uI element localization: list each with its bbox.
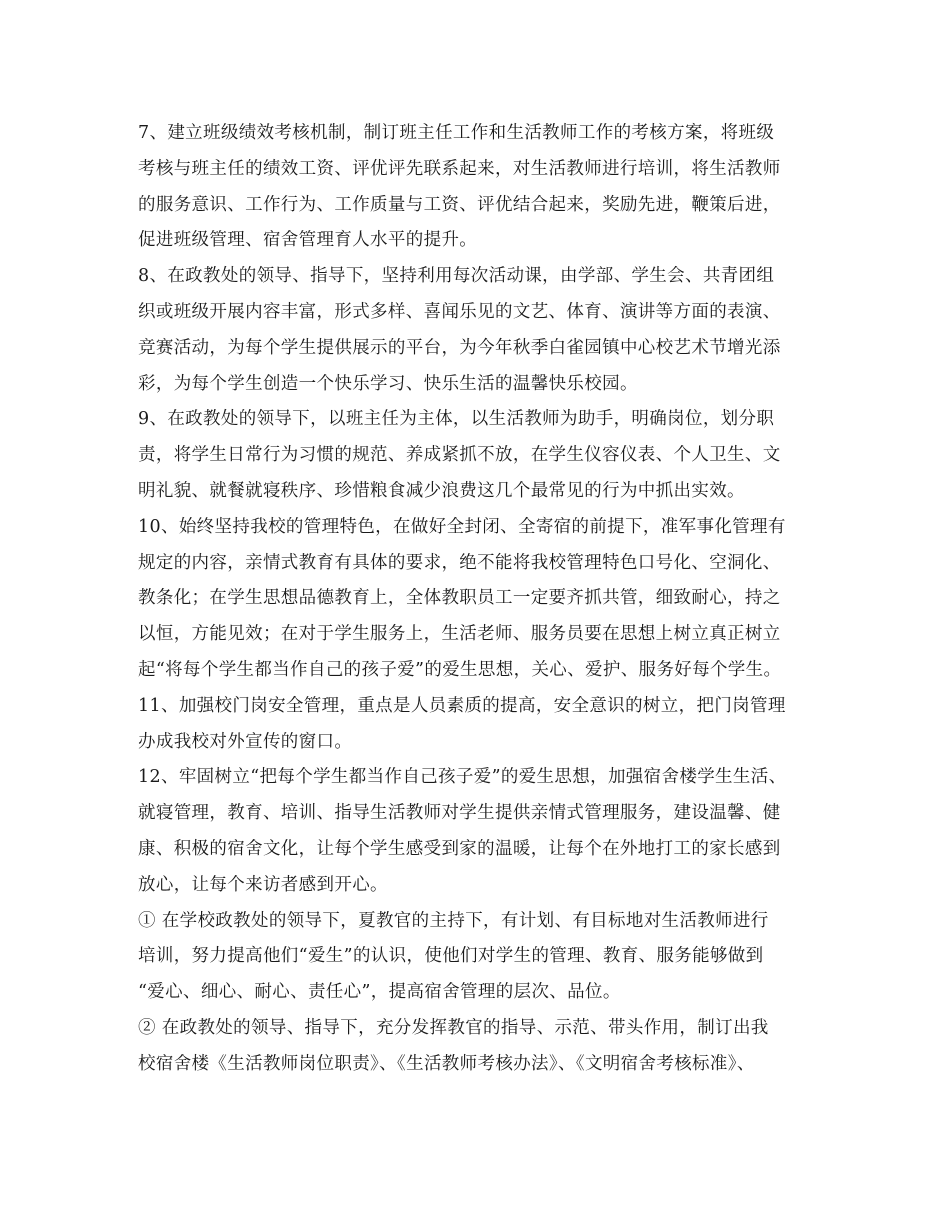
text-line-8: 彩，为每个学生创造一个快乐学习、快乐生活的温馨快乐校园。 bbox=[138, 373, 638, 394]
text-line-2: 考核与班主任的绩效工资、评优评先联系起来，对生活教师进行培训，将生活教师 bbox=[138, 158, 781, 179]
text-line-9: 9、在政教处的领导下，以班主任为主体，以生活教师为助手，明确岗位，划分职 bbox=[138, 409, 775, 430]
text-line-20: 就寝管理，教育、培训、指导生活教师对学生提供亲情式管理服务，建设温馨、健 bbox=[138, 803, 781, 824]
text-line-15: 以恒，方能见效；在对于学生服务上，生活老师、服务员要在思想上树立真正树立 bbox=[138, 624, 781, 645]
text-line-19: 12、牢固树立“把每个学生都当作自己孩子爱”的爱生思想，加强宿舍楼学生生活、 bbox=[138, 767, 787, 788]
text-line-6: 织或班级开展内容丰富，形式多样、喜闻乐见的文艺、体育、演讲等方面的表演、 bbox=[138, 301, 781, 322]
text-line-26: ② 在政教处的领导、指导下，充分发挥教官的指导、示范、带头作用，制订出我 bbox=[138, 1017, 769, 1038]
text-line-21: 康、积极的宿舍文化，让每个学生感受到家的温暖，让每个在外地打工的家长感到 bbox=[138, 838, 781, 859]
text-line-3: 的服务意识、工作行为、工作质量与工资、评优结合起来，奖励先进，鞭策后进， bbox=[138, 194, 781, 215]
document-body bbox=[138, 116, 838, 1083]
text-line-25: “爱心、细心、耐心、责任心”，提高宿舍管理的层次、品位。 bbox=[138, 982, 621, 1003]
text-line-14: 教条化；在学生思想品德教育上，全体教职员工一定要齐抓共管，细致耐心，持之 bbox=[138, 588, 781, 609]
text-line-23: ① 在学校政教处的领导下，夏教官的主持下，有计划、有目标地对生活教师进行 bbox=[138, 910, 769, 931]
text-line-12: 10、始终坚持我校的管理特色，在做好全封闭、全寄宿的前提下，准军事化管理有 bbox=[138, 516, 786, 537]
text-line-7: 竞赛活动，为每个学生提供展示的平台，为今年秋季白雀园镇中心校艺术节增光添 bbox=[138, 337, 781, 358]
text-line-4: 促进班级管理、宿舍管理育人水平的提升。 bbox=[138, 230, 478, 251]
text-line-16: 起“将每个学生都当作自己的孩子爱”的爱生思想，关心、爱护、服务好每个学生。 bbox=[138, 659, 782, 680]
text-line-10: 责，将学生日常行为习惯的规范、养成紧抓不放，在学生仪容仪表、个人卫生、文 bbox=[138, 445, 781, 466]
text-line-17: 11、加强校门岗安全管理，重点是人员素质的提高，安全意识的树立，把门岗管理 bbox=[138, 695, 786, 716]
text-line-27: 校宿舍楼《生活教师岗位职责》、《生活教师考核办法》、《文明宿舍考核标准》、 bbox=[138, 1053, 755, 1074]
text-line-1: 7、建立班级绩效考核机制，制订班主任工作和生活教师工作的考核方案，将班级 bbox=[138, 123, 775, 143]
text-line-24: 培训，努力提高他们“爱生”的认识，使他们对学生的管理、教育、服务能够做到 bbox=[138, 946, 764, 967]
text-line-13: 规定的内容，亲情式教育有具体的要求，绝不能将我校管理特色口号化、空洞化、 bbox=[138, 552, 781, 573]
text-line-11: 明礼貌、就餐就寝秩序、珍惜粮食减少浪费这几个最常见的行为中抓出实效。 bbox=[138, 480, 745, 501]
text-line-22: 放心，让每个来访者感到开心。 bbox=[138, 874, 388, 895]
text-line-5: 8、在政教处的领导、指导下，坚持利用每次活动课，由学部、学生会、共青团组 bbox=[138, 266, 775, 287]
text-line-18: 办成我校对外宣传的窗口。 bbox=[138, 731, 353, 752]
